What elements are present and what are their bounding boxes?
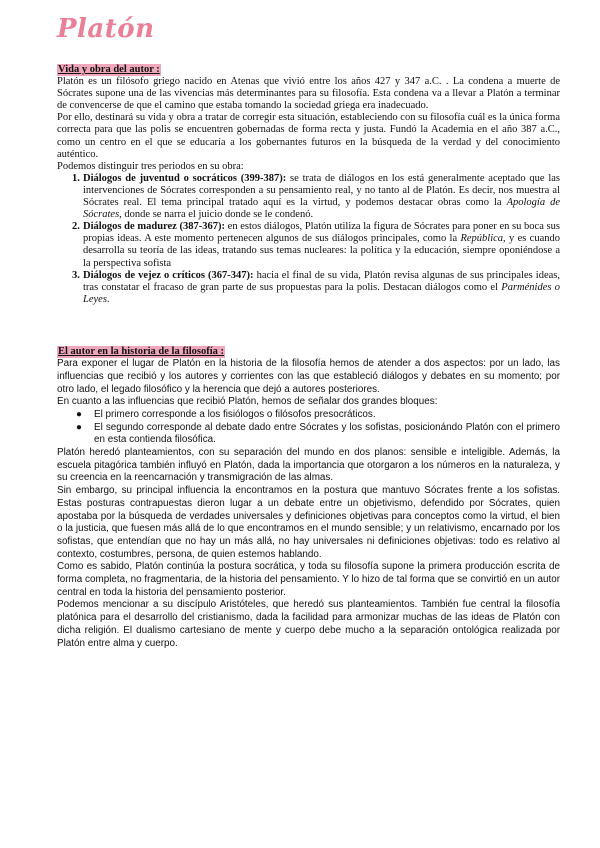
- period-text-tail: , donde se narra el juicio donde se le condenó.: [119, 209, 314, 221]
- paragraph: Podemos mencionar a su discípulo Aristóteles, que heredó sus planteamientos. También fue central la filosofía platónica para el desarrollo del cristianismo, dada la facilidad para armonizar muchas de las ideas de Platón con dicha religión. El dualismo cartesiano de mente y cuerpo debe mucho a la separación ontológica realizada por Platón entre alma y cuerpo.: [57, 599, 560, 649]
- bullet-icon: ●: [76, 408, 82, 420]
- work-title: República: [460, 233, 504, 245]
- paragraph: Como es sabido, Platón continúa la postura socrática, y toda su filosofía supone la primera producción escrita de forma completa, no fragmentaria, de la historia del pensamiento. Y lo hizo de tal forma que se convirtió en un autor central en toda la historia del pensamiento posterior.: [57, 561, 560, 598]
- period-title: Diálogos de juventud o socráticos (399-387):: [83, 172, 287, 184]
- paragraph: Podemos distinguir tres periodos en su obra:: [57, 160, 244, 172]
- section-heading-vida-obra: Vida y obra del autor :: [58, 64, 160, 75]
- period-title: Diálogos de madurez (387-367):: [83, 221, 225, 233]
- period-text-tail: , y es cuando desarrolla su teoría de las ideas, tratando sus temas nucleares: la política y la educación, siempre oponiéndose a la perspectiva sofista: [83, 233, 560, 269]
- page-title: Platón: [57, 14, 155, 44]
- period-item: [57, 173, 560, 221]
- list-item-text: El segundo corresponde al debate dado entre Sócrates y los sofistas, posicionándo Platón con el primero en esta contienda filosófica.: [94, 421, 560, 446]
- paragraph: Por ello, destinará su vida y obra a tratar de corregir esta situación, estableciendo con su filosofía cuál es la única forma correcta para que las polis se encuentren gobernadas de forma recta y justa. Fundó la Academia en el año 387 a.C., como un centro en el que se educaría a los gobernantes futuros en la búsqueda de la verdad y del conocimiento auténtico.: [57, 112, 560, 160]
- periods-list: [57, 173, 560, 306]
- period-text: hacia el final de su vida, Platón revisa algunas de sus principales ideas, tras constatar el fracaso de gran parte de sus propuestas para la polis. Destacan diálogos como el: [83, 269, 560, 293]
- list-item: [57, 409, 560, 422]
- list-item: [57, 422, 560, 447]
- influences-list: [57, 409, 560, 447]
- section-vida-obra: [57, 64, 560, 306]
- paragraph: Platón es un filósofo griego nacido en Atenas que vivió entre los años 427 y 347 a.C. . La condena a muerte de Sócrates supone una de las vivencias más determinantes para su filosofía. Esta condena va a llevar a Platón a terminar de convencerse de que el camino que estaba tomando la sociedad griega era inadecuado.: [57, 76, 560, 112]
- period-number: 3.: [72, 269, 80, 281]
- period-item: [57, 270, 560, 306]
- period-text: en estos diálogos, Platón utiliza la figura de Sócrates para poner en su boca sus propias ideas. A este momento pertenecen algunos de sus diálogos principales, como la: [83, 221, 560, 245]
- work-title: Apología de Sócrates: [83, 197, 560, 221]
- list-item-text: El primero corresponde a los fisiólogos o filósofos presocráticos.: [94, 408, 376, 420]
- period-title: Diálogos de vejez o críticos (367-347):: [83, 269, 254, 281]
- period-item: [57, 221, 560, 269]
- section-heading-historia: El autor en la historia de la filosofía :: [58, 346, 225, 357]
- period-text: se trata de diálogos en los está generalmente aceptado que las intervenciones de Sócrates corresponden a su pensamiento real, y no tanto al de Platón. Es decir, nos muestra al Sócrates real. El tema principal tratado aquí es la virtud, y podemos destacar obras como la: [83, 172, 560, 209]
- paragraph: Para exponer el lugar de Platón en la historia de la filosofía hemos de atender a dos aspectos: por un lado, las influencias que recibió y los autores y corrientes con las que estableció diálogos y debates en su momento; por otro lado, el legado filosófico y la herencia que dejó a autores posteriores.: [57, 358, 560, 395]
- period-text-tail: .: [106, 293, 110, 305]
- paragraph: En cuanto a las influencias que recibió Platón, hemos de señalar dos grandes bloques:: [57, 396, 438, 408]
- section-historia-filosofia: [57, 346, 560, 650]
- paragraph: Platón heredó planteamientos, con su separación del mundo en dos planos: sensible e inteligible. Además, la escuela pitagórica también influyó en Platón, dada la importancia que otorgaron a los números en la naturaleza, y su creencia en la reencarnación y transmigración de las almas.: [57, 447, 560, 484]
- bullet-icon: ●: [76, 421, 82, 433]
- period-number: 1.: [72, 172, 80, 184]
- paragraph: Sin embargo, su principal influencia la encontramos en la postura que mantuvo Sócrates frente a los sofistas. Estas posturas contrapuestas dieron lugar a un debate entre un objetivismo, defendido por Sócrates, quien apostaba por la búsqueda de verdades universales y definiciones objetivas para conceptos como la virtud, el bien o la justicia, que fuesen más allá de lo que encontramos en el mundo sensible; y un relativismo, encarnado por los sofistas, que entendían que no hay un más allá, no hay universales ni definiciones objetivas: todo es relativo al contexto, costumbres, persona, de quien estemos hablando.: [57, 485, 560, 560]
- work-title: Parménides o Leyes: [83, 281, 560, 305]
- period-number: 2.: [72, 221, 80, 233]
